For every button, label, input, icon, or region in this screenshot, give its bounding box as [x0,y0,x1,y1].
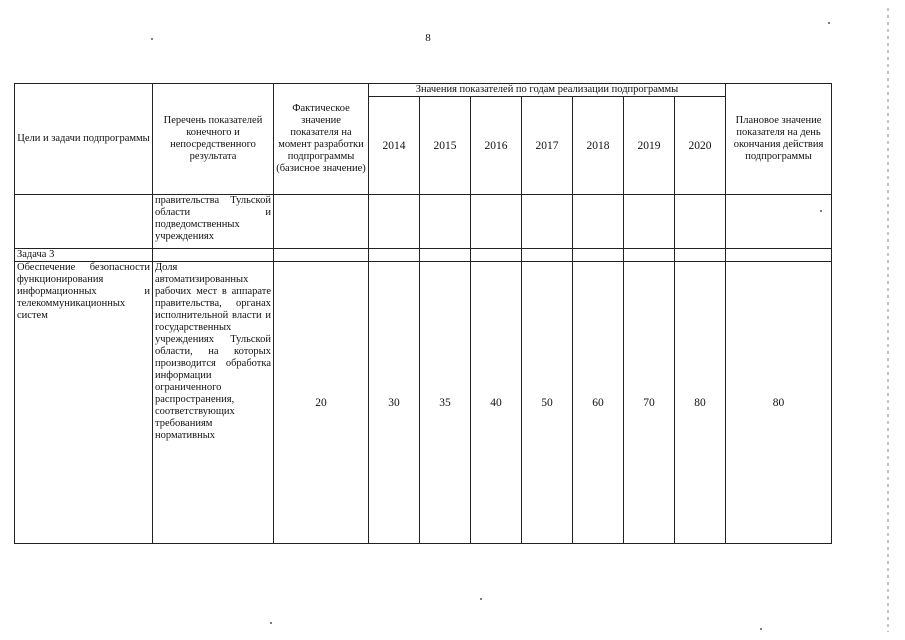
continuation-row [15,195,832,249]
header-year: 2014 [369,97,420,195]
cell-empty [471,249,522,262]
header-planned-value: Плановое значение показателя на день окончания действия подпрограммы [726,84,832,195]
year-value-cell: 40 [471,262,522,544]
cell-empty [369,249,420,262]
actual-value-cell: 20 [274,262,369,544]
indicator-cell: Доля автоматизированных рабочих мест в аппарате правительства, органах исполнительной власти и государственных учреждениях Тульской области, на которых производится обработка информации ограниченного распространения, соответствующих требованиям нормативных [153,262,274,544]
task-row [15,249,832,262]
cell-empty [471,195,522,249]
goal-cell: Обеспечение безопасности функционирования информационных и телекоммуникационных систем [15,262,153,544]
cell-empty [522,195,573,249]
cell-empty [420,195,471,249]
header-year: 2020 [675,97,726,195]
cell-empty [675,249,726,262]
scan-speck [480,598,482,600]
header-indicators: Перечень показателей конечного и непосредственного результата [153,84,274,195]
header-goals: Цели и задачи подпрограммы [15,84,153,195]
cell-empty [274,249,369,262]
planned-value-cell: 80 [726,262,832,544]
cell-empty [153,249,274,262]
header-row-top [15,84,832,97]
cell-empty [624,249,675,262]
cell-empty [522,249,573,262]
cell-empty [726,249,832,262]
year-value-cell: 50 [522,262,573,544]
page-number: 8 [425,32,431,44]
table-row [15,262,832,544]
year-value-cell: 80 [675,262,726,544]
header-year: 2016 [471,97,522,195]
year-value-cell: 70 [624,262,675,544]
cell-empty [369,195,420,249]
year-value-cell: 35 [420,262,471,544]
scan-speck [151,38,153,40]
header-years-group: Значения показателей по годам реализации подпрограммы [369,84,726,97]
cell-empty [274,195,369,249]
cell-empty [420,249,471,262]
cell-empty [624,195,675,249]
header-actual-value: Фактическое значение показателя на момент разработки подпрограммы (базисное значение) [274,84,369,195]
scan-speck [270,622,272,624]
cell-empty [15,195,153,249]
cell-empty [573,249,624,262]
task-label: Задача 3 [15,249,153,262]
header-year: 2015 [420,97,471,195]
scan-speck [760,628,762,630]
scan-edge-artifact [887,8,889,632]
cell-empty [573,195,624,249]
header-year: 2017 [522,97,573,195]
header-year: 2019 [624,97,675,195]
cell-empty [675,195,726,249]
year-value-cell: 30 [369,262,420,544]
year-value-cell: 60 [573,262,624,544]
indicators-table [14,83,832,544]
cell-empty [726,195,832,249]
continuation-indicator-text: правительства Тульской области и подведомственных учреждениях [153,195,274,249]
header-year: 2018 [573,97,624,195]
scan-speck [828,22,830,24]
